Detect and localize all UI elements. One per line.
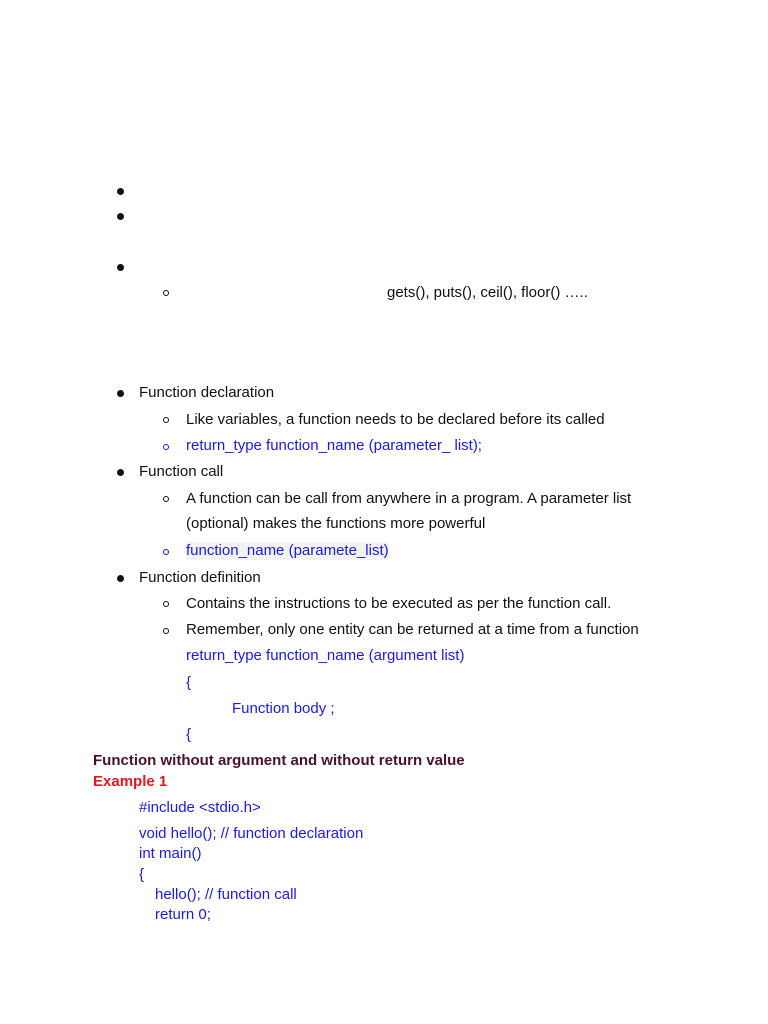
example-code-line: return 0;	[155, 906, 211, 923]
declaration-label: Function declaration	[139, 384, 275, 401]
definition-code-line: {	[186, 726, 192, 743]
sub-list-circle	[163, 290, 169, 296]
definition-desc2: Remember, only one entity can be returned at a time from a function	[186, 621, 639, 638]
example-code-line: int main()	[139, 845, 202, 862]
sub-list-circle	[163, 417, 169, 423]
list-bullet	[117, 390, 124, 397]
call-desc-line1: A function can be call from anywhere in a program. A parameter list	[186, 490, 632, 507]
definition-desc1: Contains the instructions to be executed as per the function call.	[186, 595, 612, 612]
example-label: Example 1	[93, 773, 168, 790]
example-code-line: {	[139, 866, 145, 883]
call-syntax: function_name (paramete_list)	[186, 542, 389, 559]
declaration-desc: Like variables, a function needs to be declared before its called	[186, 411, 605, 428]
list-bullet	[117, 575, 124, 582]
definition-code-line: Function body ;	[232, 700, 335, 717]
definition-code-line: {	[186, 674, 192, 691]
list-bullet	[117, 188, 124, 195]
declaration-syntax: return_type function_name (parameter_ list);	[186, 437, 482, 454]
sub-list-circle	[163, 601, 169, 607]
example-code-line: #include <stdio.h>	[139, 799, 261, 816]
sub-list-circle	[163, 549, 169, 555]
sub-list-circle	[163, 496, 169, 502]
section-heading: Function without argument and without return value	[93, 752, 465, 769]
call-label: Function call	[139, 463, 224, 480]
definition-code-line: return_type function_name (argument list)	[186, 647, 465, 664]
example-code-line: hello(); // function call	[155, 886, 297, 903]
example-code-line: void hello(); // function declaration	[139, 825, 364, 842]
list-bullet	[117, 264, 124, 271]
list-bullet	[117, 469, 124, 476]
sub-item-functions-text: gets(), puts(), ceil(), floor() …..	[387, 284, 588, 301]
sub-list-circle	[163, 444, 169, 450]
list-bullet	[117, 213, 124, 220]
definition-label: Function definition	[139, 569, 261, 586]
sub-list-circle	[163, 628, 169, 634]
call-desc-line2: (optional) makes the functions more powerful	[186, 515, 486, 532]
